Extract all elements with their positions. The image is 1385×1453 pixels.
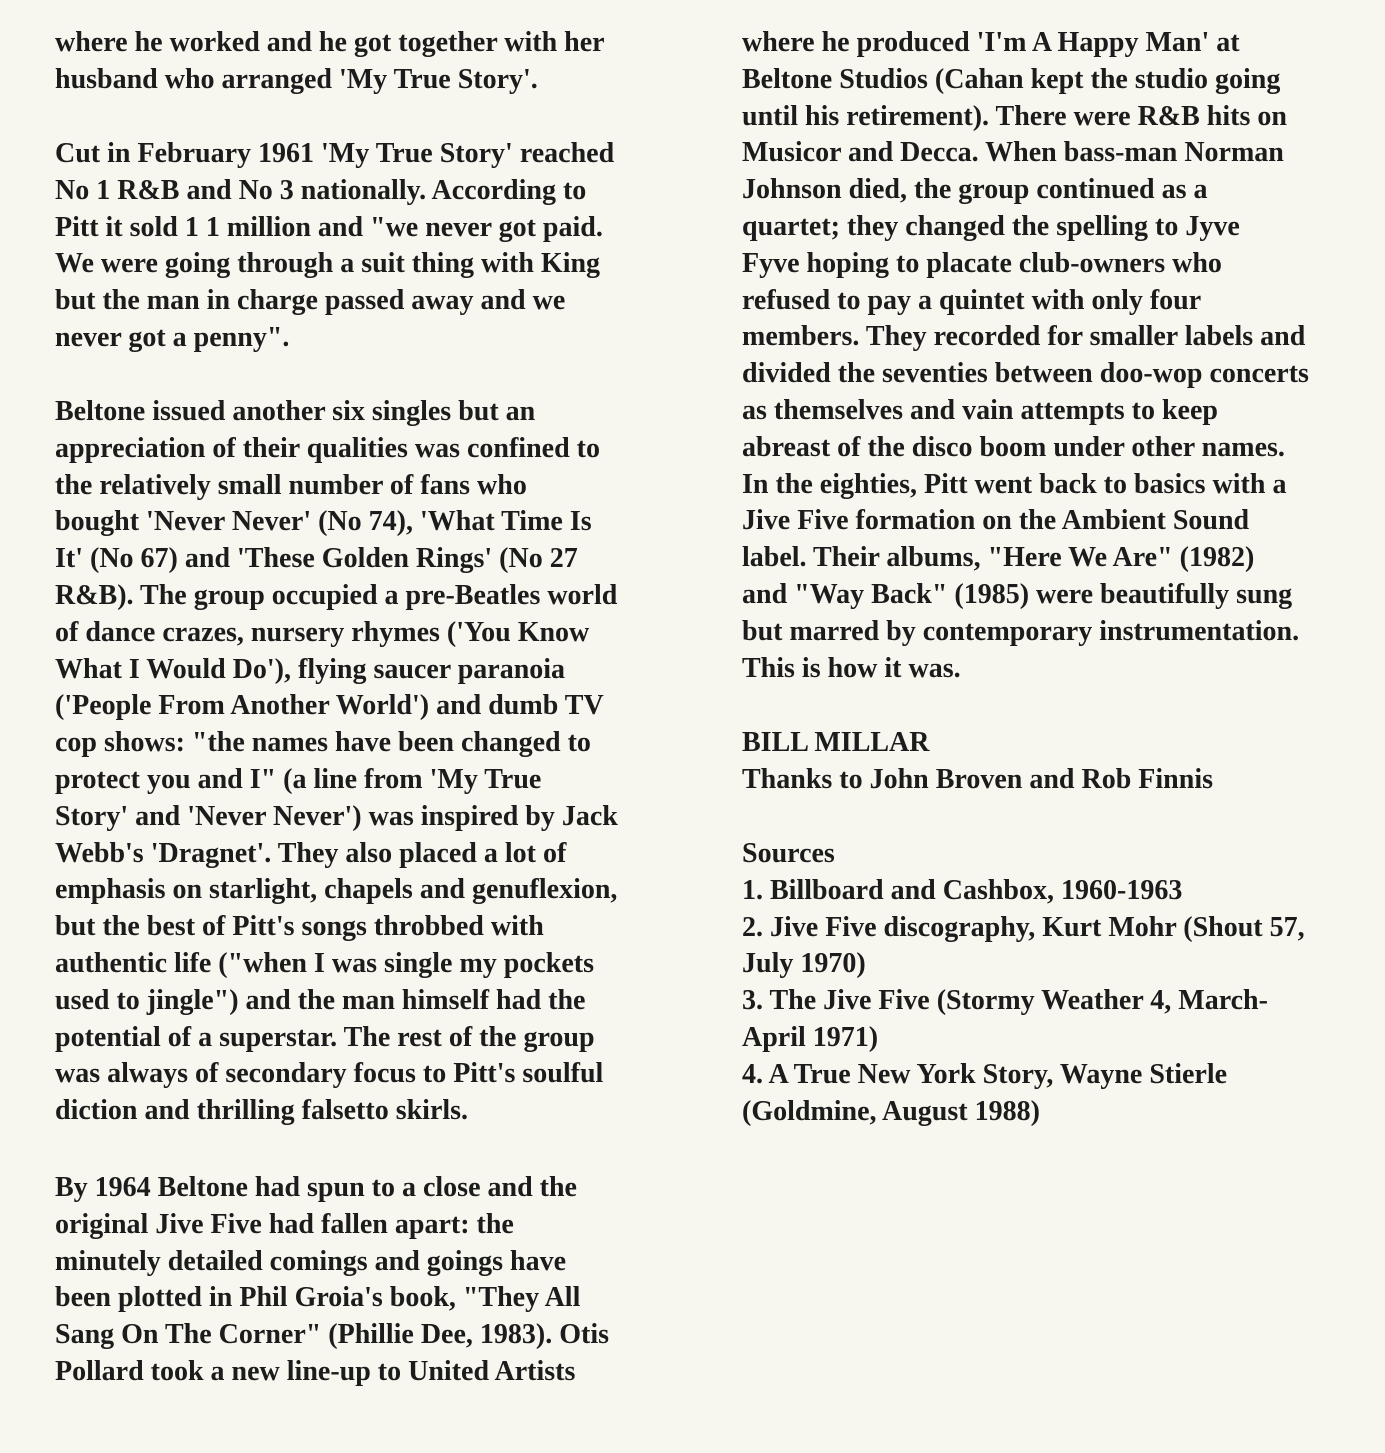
text-line: refused to pay a quintet with only four [742, 284, 1202, 316]
text-line: Fyve hoping to placate club-owners who [742, 247, 1222, 279]
text-line: label. Their albums, "Here We Are" (1982) [742, 542, 1255, 574]
text-line: minutely detailed comings and goings have [55, 1245, 567, 1277]
text-line: April 1971) [742, 1021, 879, 1053]
paragraph-my-true-story [55, 136, 614, 357]
text-line: It' (No 67) and 'These Golden Rings' (No 27 [55, 543, 578, 575]
text-line: Story' and 'Never Never') was inspired by Jack [55, 800, 618, 832]
text-line: of dance crazes, nursery rhymes ('You Know [55, 616, 590, 648]
text-line: Pollard took a new line-up to United Artists [55, 1355, 576, 1387]
text-line: potential of a superstar. The rest of the group [55, 1021, 595, 1053]
text-line: 2. Jive Five discography, Kurt Mohr (Shout 57, [742, 911, 1305, 943]
text-line: ('People From Another World') and dumb TV [55, 690, 604, 722]
text-line: Thanks to John Broven and Rob Finnis [742, 763, 1213, 795]
text-line: members. They recorded for smaller labels and [742, 321, 1306, 353]
text-line: 1. Billboard and Cashbox, 1960-1963 [742, 874, 1183, 906]
text-line: Jive Five formation on the Ambient Sound [742, 505, 1250, 537]
right-column [742, 0, 1382, 1453]
text-line: 3. The Jive Five (Stormy Weather 4, March- [742, 985, 1268, 1017]
text-line: No 1 R&B and No 3 nationally. According to [55, 174, 587, 206]
text-line: used to jingle") and the man himself had the [55, 984, 586, 1016]
paragraph-later-career [742, 25, 1309, 687]
text-line: Webb's 'Dragnet'. They also placed a lot of [55, 837, 567, 869]
text-line: BILL MILLAR [742, 727, 930, 758]
text-line: but the man in charge passed away and we [55, 285, 566, 317]
text-line: where he produced 'I'm A Happy Man' at [742, 27, 1240, 58]
text-line: This is how it was. [742, 652, 961, 684]
text-line: and "Way Back" (1985) were beautifully sung [742, 578, 1293, 610]
text-line: but marred by contemporary instrumentation. [742, 615, 1300, 647]
text-line: Beltone Studios (Cahan kept the studio going [742, 63, 1281, 95]
text-line: 4. A True New York Story, Wayne Stierle [742, 1058, 1228, 1090]
text-line: quartet; they changed the spelling to Jyve [742, 210, 1240, 242]
paragraph-beltone-singles [55, 394, 618, 1130]
left-column [55, 0, 715, 1453]
text-line: until his retirement). There were R&B hits on [742, 100, 1287, 132]
text-line: protect you and I" (a line from 'My True [55, 763, 542, 795]
text-line: July 1970) [742, 948, 866, 980]
text-line: diction and thrilling falsetto skirls. [55, 1095, 469, 1127]
text-line: bought 'Never Never' (No 74), 'What Time Is [55, 506, 592, 538]
text-line: R&B). The group occupied a pre-Beatles world [55, 579, 618, 611]
text-line: as themselves and vain attempts to keep [742, 394, 1218, 426]
text-line: abreast of the disco boom under other names. [742, 431, 1285, 463]
text-line: the relatively small number of fans who [55, 469, 527, 501]
text-line: By 1964 Beltone had spun to a close and the [55, 1172, 577, 1203]
text-line: emphasis on starlight, chapels and genuflexion, [55, 874, 618, 906]
text-line: authentic life ("when I was single my pockets [55, 947, 594, 979]
text-line: In the eighties, Pitt went back to basics with a [742, 468, 1287, 500]
text-line: Sang On The Corner" (Phillie Dee, 1983). Otis [55, 1319, 610, 1351]
text-line: Cut in February 1961 'My True Story' reached [55, 138, 615, 169]
text-line: We were going through a suit thing with King [55, 248, 601, 280]
text-line: but the best of Pitt's songs throbbed with [55, 911, 544, 943]
text-line: appreciation of their qualities was confined to [55, 432, 600, 464]
text-line: original Jive Five had fallen apart: the [55, 1208, 514, 1240]
text-line: Pitt it sold 1 1 million and "we never got paid. [55, 211, 603, 243]
author-credit [742, 725, 1213, 799]
text-line: (Goldmine, August 1988) [742, 1095, 1040, 1127]
text-line: never got a penny". [55, 321, 290, 353]
text-line: Beltone issued another six singles but an [55, 396, 536, 427]
text-line: been plotted in Phil Groia's book, "They All [55, 1282, 581, 1314]
text-line: divided the seventies between doo-wop concerts [742, 358, 1309, 390]
text-line: husband who arranged 'My True Story'. [55, 63, 538, 95]
text-line: cop shows: "the names have been changed to [55, 727, 591, 759]
paragraph-1964 [55, 1170, 609, 1391]
paragraph-intro [55, 25, 605, 99]
text-line: Johnson died, the group continued as a [742, 174, 1208, 206]
text-line: What I Would Do'), flying saucer paranoia [55, 653, 566, 685]
text-line: Sources [742, 838, 835, 869]
text-line: where he worked and he got together with her [55, 27, 605, 58]
sources-list [742, 836, 1305, 1130]
text-line: was always of secondary focus to Pitt's soulful [55, 1058, 604, 1090]
text-line: Musicor and Decca. When bass-man Norman [742, 137, 1284, 169]
